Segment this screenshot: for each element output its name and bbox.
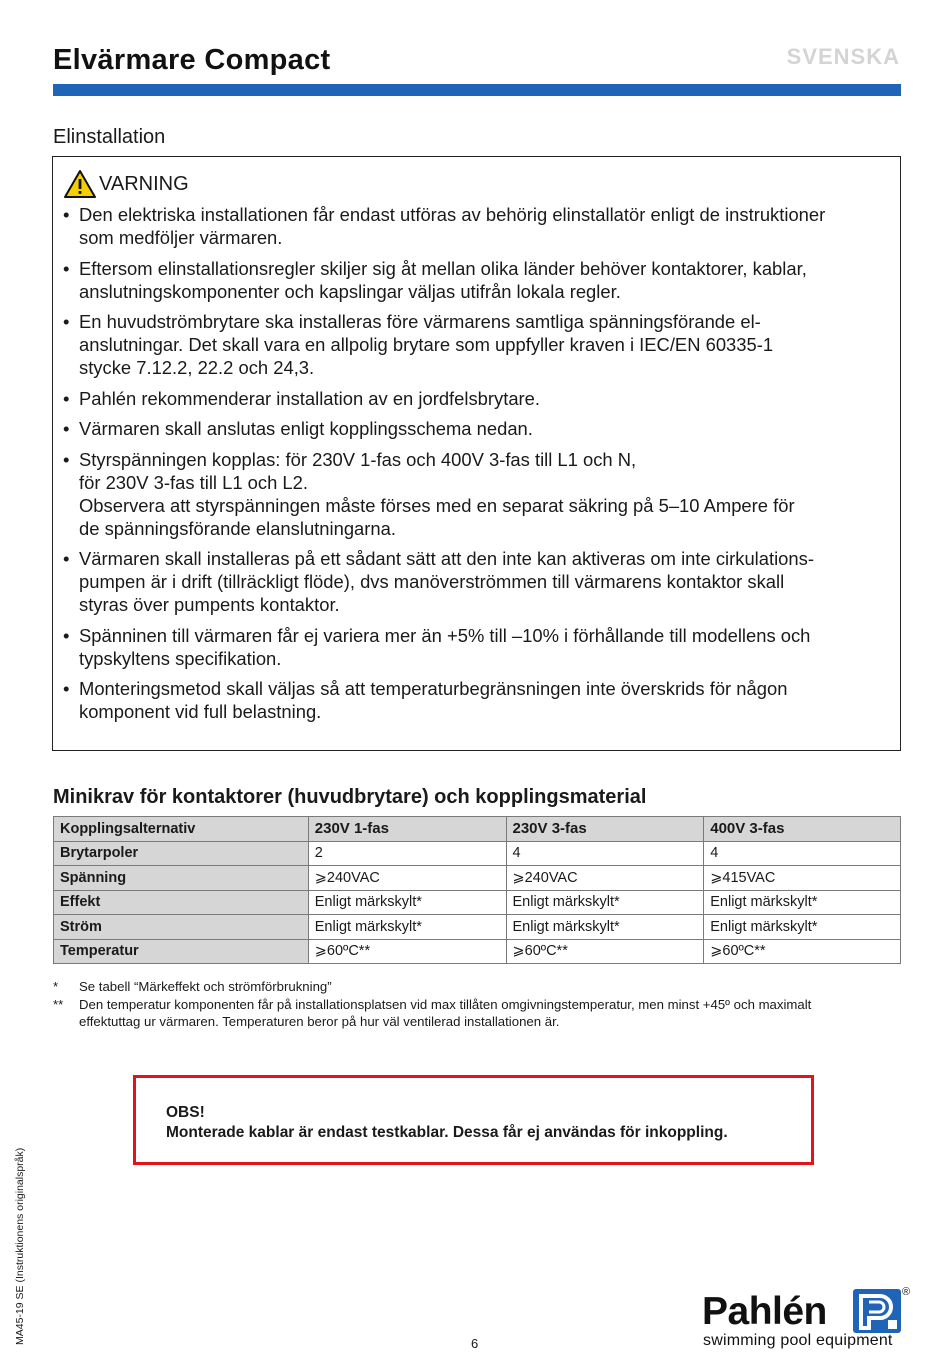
footnote [53, 996, 873, 1031]
table-cell: Enligt märkskylt* [704, 890, 901, 915]
pahlen-logo [700, 1286, 912, 1352]
table-cell: Enligt märkskylt* [704, 915, 901, 940]
column-header: 400V 3-fas [704, 817, 901, 842]
table-cell: 4 [506, 841, 704, 866]
table-cell: Enligt märkskylt* [308, 890, 506, 915]
requirements-table [53, 816, 901, 964]
row-label: Temperatur [54, 939, 309, 964]
row-label: Spänning [54, 866, 309, 891]
document-code: MA45-19 SE (Instruktionens originalspråk) [14, 1147, 26, 1345]
footnote-text: Se tabell “Märkeffekt och strömförbrukning” [79, 979, 332, 994]
table-cell: Enligt märkskylt* [506, 915, 704, 940]
table-cell: ⩾60ºC** [506, 939, 704, 964]
footnote [53, 978, 873, 996]
warning-triangle-icon [63, 169, 97, 199]
table-header-row [54, 817, 901, 842]
column-header: 230V 3-fas [506, 817, 704, 842]
column-header: Kopplingsalternativ [54, 817, 309, 842]
obs-title: OBS! [166, 1104, 205, 1121]
pahlen-p-icon [852, 1288, 902, 1334]
list-item: • Spänninen till värmaren får ej variera mer än +5% till –10% i förhållande till modellens och typskyltens specifikation. [63, 624, 893, 670]
footnote-mark: * [53, 979, 59, 994]
page-number: 6 [471, 1336, 479, 1351]
table-row [54, 915, 901, 940]
obs-text: Monterade kablar är endast testkablar. Dessa får ej användas för inkoppling. [166, 1124, 728, 1141]
column-header: 230V 1-fas [308, 817, 506, 842]
table-cell: Enligt märkskylt* [308, 915, 506, 940]
warning-header [63, 169, 189, 199]
table-row [54, 841, 901, 866]
list-item: • Pahlén rekommenderar installation av en jordfelsbrytare. [63, 387, 893, 410]
table-cell: ⩾415VAC [704, 866, 901, 891]
footnote-mark: ** [53, 996, 64, 1012]
installation-heading: Elinstallation [53, 126, 166, 148]
requirements-heading: Minikrav för kontaktorer (huvudbrytare) och kopplingsmaterial [53, 786, 647, 808]
table-cell: ⩾240VAC [308, 866, 506, 891]
list-item: • En huvudströmbrytare ska installeras före värmarens samtliga spänningsförande el- anslutningar. Det skall vara en allpolig brytare som uppfyller kraven i IEC/EN 60335-1 stycke 7.12.2, 22.2 och 24,3. [63, 310, 893, 379]
table-cell: 2 [308, 841, 506, 866]
table-cell: 4 [704, 841, 901, 866]
obs-notice [133, 1075, 814, 1165]
warning-label: VARNING [99, 172, 189, 195]
table-cell: Enligt märkskylt* [506, 890, 704, 915]
list-item: • Eftersom elinstallationsregler skiljer sig åt mellan olika länder behöver kontaktorer, kablar, anslutningskomponenter och kapslingar väljas utifrån lokala regler. [63, 257, 893, 303]
table-row [54, 939, 901, 964]
row-label: Ström [54, 915, 309, 940]
table-row [54, 890, 901, 915]
row-label: Effekt [54, 890, 309, 915]
footnote-text: Den temperatur komponenten får på installationsplatsen vid max tillåten omgivningstemperatur, men minst +45º och maximalt effektuttag ur värmaren. Temperaturen beror på hur väl ventilerad installationen är. [79, 996, 812, 1029]
language-label: SVENSKA [786, 44, 900, 69]
warning-list [63, 203, 893, 731]
list-item: • Styrspänningen kopplas: för 230V 1-fas och 400V 3-fas till L1 och N, för 230V 3-fas till L1 och L2. Observera att styrspänningen måste förses med en separat säkring på 5–10 Ampere för de spänningsförande elanslutningarna. [63, 448, 893, 540]
table-cell: ⩾60ºC** [704, 939, 901, 964]
table-cell: ⩾240VAC [506, 866, 704, 891]
registered-mark: ® [902, 1286, 911, 1298]
table-footnotes [53, 978, 873, 1031]
list-item: • Värmaren skall installeras på ett sådant sätt att den inte kan aktiveras om inte cirkulations- pumpen är i drift (tillräckligt flöde), dvs manöverströmmen till värmarens kontaktor skall styras över pumpents kontaktor. [63, 547, 893, 616]
list-item: • Värmaren skall anslutas enligt kopplingsschema nedan. [63, 417, 893, 440]
list-item: • Monteringsmetod skall väljas så att temperaturbegränsningen inte överskrids för någon komponent vid full belastning. [63, 677, 893, 723]
header-accent-bar [53, 84, 901, 96]
page-title: Elvärmare Compact [53, 44, 331, 76]
warning-box [52, 156, 901, 751]
table-cell: ⩾60ºC** [308, 939, 506, 964]
table-row [54, 866, 901, 891]
list-item: • Den elektriska installationen får endast utföras av behörig elinstallatör enligt de instruktioner som medföljer värmaren. [63, 203, 893, 249]
logo-name: Pahlén [702, 1290, 827, 1333]
logo-tagline: swimming pool equipment [703, 1332, 893, 1349]
row-label: Brytarpoler [54, 841, 309, 866]
